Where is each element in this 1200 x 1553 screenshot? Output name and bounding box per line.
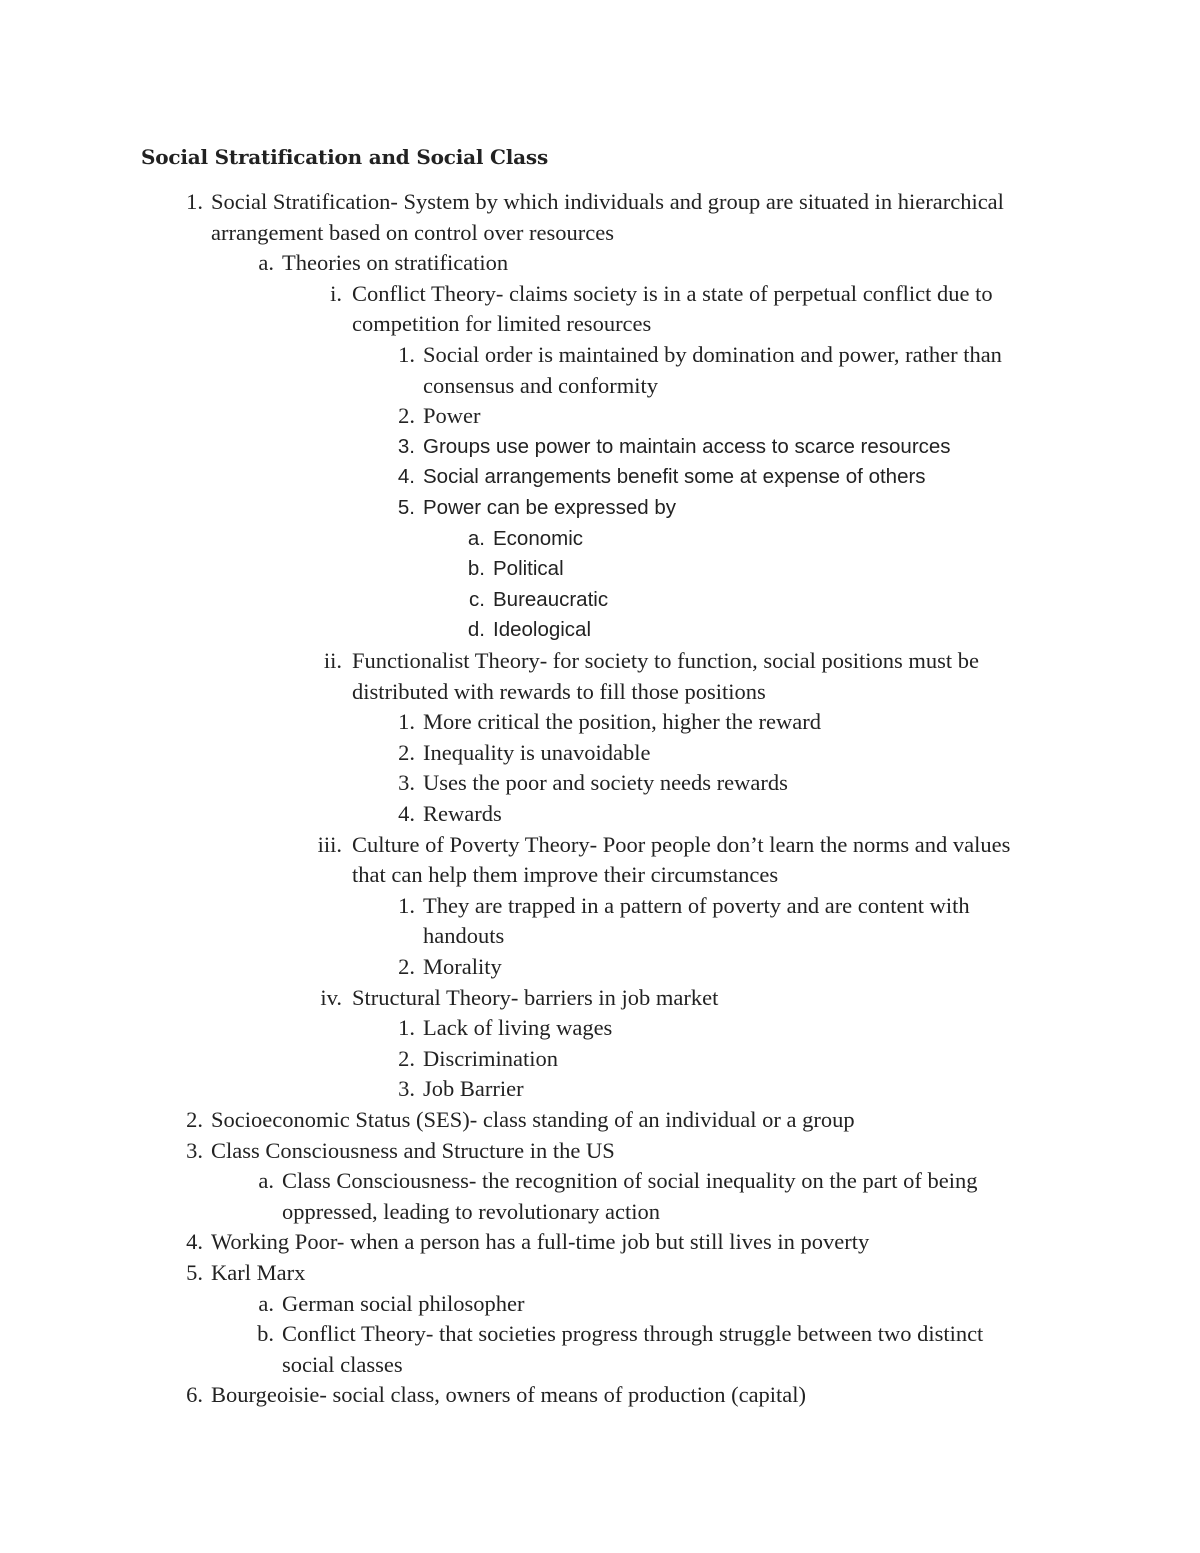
outline-line (398, 951, 502, 982)
list-item-text: Working Poor- when a person has a full-time job but still lives in poverty (211, 1229, 870, 1254)
outline-line (423, 920, 504, 951)
list-item-text: Job Barrier (423, 1076, 524, 1101)
list-item-text: handouts (423, 923, 505, 948)
list-item-text: Power can be expressed by (423, 496, 676, 519)
outline-line (330, 278, 993, 309)
list-item-text: Ideological (493, 618, 592, 641)
outline-line (282, 1196, 660, 1227)
outline-line (398, 737, 651, 768)
list-marker: i. (330, 281, 342, 306)
list-item-text: More critical the position, higher the reward (423, 709, 821, 734)
list-item-text: consensus and conformity (423, 373, 658, 398)
outline-line (398, 339, 1002, 370)
list-item-text: arrangement based on control over resources (211, 220, 614, 245)
list-item-text: Rewards (423, 801, 502, 826)
list-item-text: Structural Theory- barriers in job market (352, 985, 719, 1010)
list-marker: a. (467, 527, 485, 550)
outline-line (398, 890, 970, 921)
outline-line (257, 1318, 984, 1349)
list-item-text: distributed with rewards to fill those positions (352, 679, 766, 704)
list-marker: 1. (398, 893, 415, 918)
list-item-text: Bureaucratic (493, 588, 609, 611)
outline-line (398, 798, 502, 829)
list-marker: b. (467, 557, 485, 580)
outline-line (186, 1226, 870, 1257)
outline-line (352, 676, 766, 707)
outline-line (397, 492, 676, 523)
list-item-text: Morality (423, 954, 502, 979)
list-item-text: Karl Marx (211, 1260, 306, 1285)
list-item-text: that can help them improve their circumstances (352, 862, 779, 887)
list-marker: 1. (398, 1015, 415, 1040)
list-marker: iv. (320, 985, 342, 1010)
list-item-text: Conflict Theory- claims society is in a state of perpetual conflict due to (352, 281, 993, 306)
outline-line (398, 400, 481, 431)
list-marker: c. (469, 588, 485, 611)
outline-line (186, 1257, 306, 1288)
outline-line (467, 614, 592, 645)
list-item-text: Political (493, 557, 564, 580)
outline-line (320, 982, 719, 1013)
list-marker: 2. (398, 740, 415, 765)
outline-line (186, 1135, 615, 1166)
list-item-text: Inequality is unavoidable (423, 740, 651, 765)
list-marker: 1. (398, 709, 415, 734)
outline-line (397, 431, 951, 462)
list-item-text: Uses the poor and society needs rewards (423, 770, 788, 795)
list-item-text: Discrimination (423, 1046, 558, 1071)
list-item-text: Social arrangements benefit some at expense of others (423, 465, 926, 488)
list-marker: 3. (398, 1076, 415, 1101)
outline-line (211, 217, 614, 248)
list-item-text: social classes (282, 1352, 403, 1377)
list-marker: 3. (397, 435, 415, 458)
list-marker: d. (467, 618, 485, 641)
list-item-text: Functionalist Theory- for society to function, social positions must be (352, 648, 980, 673)
outline-line (467, 553, 564, 584)
outline-line (317, 829, 1011, 860)
list-marker: 1. (398, 342, 415, 367)
list-marker: 4. (398, 801, 415, 826)
list-marker: 4. (397, 465, 415, 488)
outline-line (467, 523, 584, 554)
outline-line (258, 1165, 978, 1196)
outline-line (186, 1104, 855, 1135)
outline-line (423, 370, 658, 401)
list-item-text: Socioeconomic Status (SES)- class standing of an individual or a group (211, 1107, 855, 1132)
document-title: Social Stratification and Social Class (141, 145, 549, 169)
list-item-text: Groups use power to maintain access to scarce resources (423, 435, 951, 458)
list-item-text: German social philosopher (282, 1291, 525, 1316)
list-marker: 2. (398, 1046, 415, 1071)
outline-line (282, 1349, 403, 1380)
list-marker: a. (258, 250, 274, 275)
list-item-text: Class Consciousness- the recognition of social inequality on the part of being (282, 1168, 978, 1193)
list-marker: 2. (398, 403, 415, 428)
list-item-text: Lack of living wages (423, 1015, 613, 1040)
outline-line (398, 767, 788, 798)
list-marker: 3. (186, 1138, 203, 1163)
outline-line (186, 1379, 807, 1410)
outline-line (398, 1012, 613, 1043)
outline-line (323, 645, 980, 676)
list-marker: 4. (186, 1229, 203, 1254)
list-item-text: oppressed, leading to revolutionary action (282, 1199, 661, 1224)
list-marker: 6. (186, 1382, 203, 1407)
list-item-text: Culture of Poverty Theory- Poor people don’t learn the norms and values (352, 832, 1011, 857)
outline-line (186, 186, 1004, 217)
list-marker: iii. (317, 832, 342, 857)
list-marker: ii. (323, 648, 342, 673)
outline-line (469, 584, 609, 615)
outline-line (398, 1043, 558, 1074)
list-marker: 5. (186, 1260, 203, 1285)
list-marker: 2. (398, 954, 415, 979)
list-item-text: Conflict Theory- that societies progress through struggle between two distinct (282, 1321, 984, 1346)
list-marker: 5. (397, 496, 415, 519)
list-marker: 3. (398, 770, 415, 795)
list-item-text: Theories on stratification (282, 250, 509, 275)
list-item-text: Social Stratification- System by which individuals and group are situated in hierarchical (211, 189, 1004, 214)
outline-line (398, 706, 821, 737)
list-item-text: Bourgeoisie- social class, owners of means of production (capital) (211, 1382, 807, 1407)
list-marker: 2. (186, 1107, 203, 1132)
outline-line (397, 461, 926, 492)
list-marker: a. (258, 1168, 274, 1193)
outline-line (352, 308, 651, 339)
outline-line (398, 1073, 524, 1104)
list-item-text: They are trapped in a pattern of poverty and are content with (423, 893, 970, 918)
outline-line (258, 247, 509, 278)
outline-line (352, 859, 778, 890)
list-marker: 1. (186, 189, 203, 214)
outline-line (258, 1288, 525, 1319)
list-item-text: Power (423, 403, 481, 428)
list-item-text: competition for limited resources (352, 311, 652, 336)
list-marker: a. (258, 1291, 274, 1316)
list-item-text: Class Consciousness and Structure in the US (211, 1138, 615, 1163)
list-item-text: Economic (493, 527, 584, 550)
list-item-text: Social order is maintained by domination and power, rather than (423, 342, 1002, 367)
list-marker: b. (257, 1321, 274, 1346)
